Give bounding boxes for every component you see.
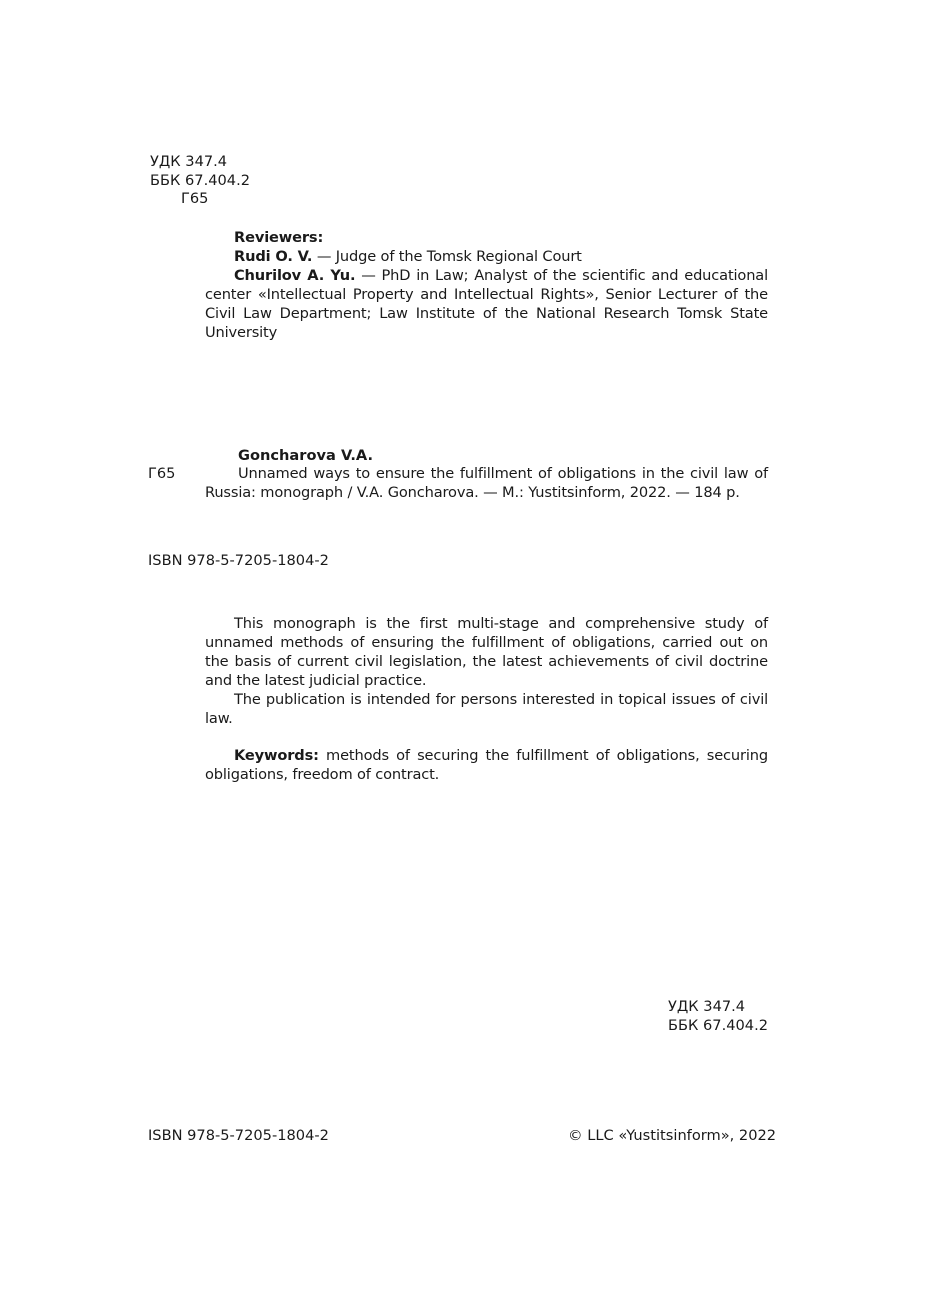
footer-copyright: © LLC «Yustitsinform», 2022 xyxy=(568,1127,777,1144)
udk-code-bottom: УДК 347.4 xyxy=(668,998,746,1015)
bib-description-block xyxy=(205,464,768,502)
bib-author: Goncharova V.A. xyxy=(238,447,374,464)
isbn-top: ISBN 978-5-7205-1804-2 xyxy=(148,552,329,569)
udk-code-top: УДК 347.4 xyxy=(150,153,228,170)
footer-isbn: ISBN 978-5-7205-1804-2 xyxy=(148,1127,329,1144)
bbk-code-top: ББК 67.404.2 xyxy=(150,172,251,189)
author-mark-top: Г65 xyxy=(181,190,209,207)
reviewer-1-desc: — Judge of the Tomsk Regional Court xyxy=(312,248,582,265)
bbk-code-bottom: ББК 67.404.2 xyxy=(668,1017,769,1034)
reviewer-1-name: Rudi O. V. xyxy=(234,248,313,265)
reviewers-block xyxy=(205,228,768,342)
keywords-label: Keywords: xyxy=(234,747,319,764)
annotation-block xyxy=(205,614,768,784)
reviewer-1 xyxy=(205,247,768,266)
reviewer-2 xyxy=(205,266,768,342)
bib-mark: Г65 xyxy=(148,465,176,482)
keywords-paragraph xyxy=(205,746,768,784)
bib-description: Unnamed ways to ensure the fulfillment of obligations in the civil law of Russia: monograph / V.A. Goncharova. — M.: Yustitsinform, 2022. — 184 p. xyxy=(205,465,768,501)
reviewer-2-name: Churilov A. Yu. xyxy=(234,267,356,284)
reviewers-heading: Reviewers: xyxy=(234,229,324,246)
keywords-text: methods of securing the fulfillment of obligations, securing obligations, freedom of contract. xyxy=(205,747,768,783)
annotation-paragraph-2: The publication is intended for persons interested in topical issues of civil law. xyxy=(205,691,768,727)
annotation-paragraph-1: This monograph is the first multi-stage and comprehensive study of unnamed methods of ensuring the fulfillment of obligations, carried out on the basis of current civil legislation, the latest achievements of civil doctrine and the latest judicial practice. xyxy=(205,615,768,689)
reviewer-2-desc: — PhD in Law; Analyst of the scientific and educational center «Intellectual Property and Intellectual Rights», Senior Lecturer of the Civil Law Department; Law Institute of the National Research Tomsk State University xyxy=(205,267,768,341)
